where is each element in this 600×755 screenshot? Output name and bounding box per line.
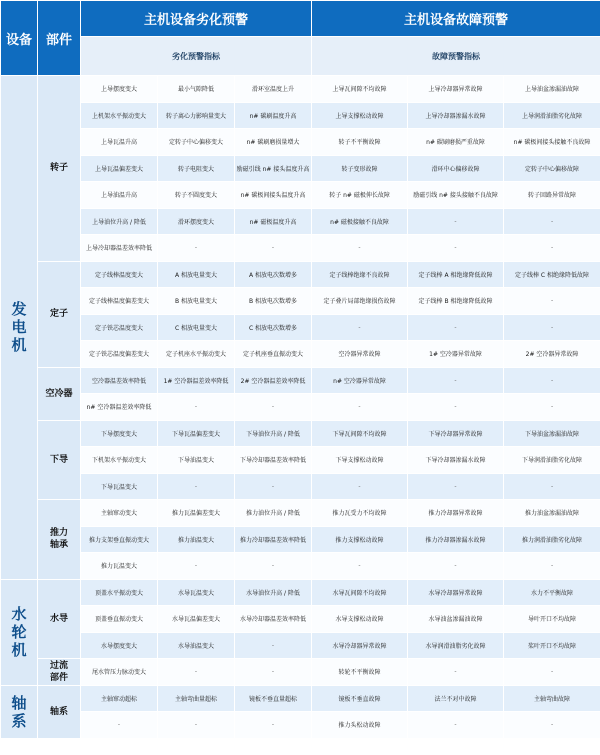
- fault-indicator-cell: 镜板不垂直故障: [312, 685, 408, 712]
- table-row: [1, 288, 600, 315]
- degradation-indicator-cell: n# 碳刷磨损量增大: [235, 129, 312, 156]
- fault-indicator-cell: n# 空冷器异常故障: [312, 367, 408, 394]
- degradation-indicator-cell: 定子线棒温度偏差变大: [81, 288, 158, 315]
- degradation-indicator-cell: 上导瓦温偏差变大: [81, 155, 158, 182]
- header-row-main: [1, 1, 600, 37]
- degradation-indicator-cell: -: [158, 659, 235, 686]
- degradation-indicator-cell: 镜板不垂直量超标: [235, 685, 312, 712]
- fault-indicator-cell: 定子线棒绝缘不良故障: [312, 261, 408, 288]
- degradation-indicator-cell: 上导油位升高 / 降低: [81, 208, 158, 235]
- degradation-indicator-cell: C 相放电次数增多: [235, 314, 312, 341]
- table-row: [1, 553, 600, 580]
- degradation-indicator-cell: -: [158, 712, 235, 739]
- degradation-indicator-cell: 下导油位升高 / 降低: [235, 420, 312, 447]
- degradation-indicator-cell: 水导油温变大: [158, 632, 235, 659]
- degradation-indicator-cell: 定子机座垂直振动变大: [235, 341, 312, 368]
- fault-indicator-cell: 推力支撑松动故障: [312, 526, 408, 553]
- fault-indicator-cell: -: [504, 314, 600, 341]
- fault-indicator-cell: 推力油盆渗漏油故障: [504, 500, 600, 527]
- component-label: 水导: [38, 579, 81, 659]
- fault-indicator-cell: 转轮不平衡故障: [312, 659, 408, 686]
- degradation-indicator-cell: -: [235, 659, 312, 686]
- degradation-indicator-cell: A 相放电次数增多: [235, 261, 312, 288]
- degradation-indicator-cell: 水导冷却器温差效率降低: [235, 606, 312, 633]
- table-row: [1, 182, 600, 209]
- degradation-indicator-cell: 转子离心力影响量变大: [158, 102, 235, 129]
- fault-indicator-cell: -: [312, 314, 408, 341]
- fault-indicator-cell: 上导润滑油脂劣化故障: [504, 102, 600, 129]
- degradation-indicator-cell: 上机架水平振动变大: [81, 102, 158, 129]
- fault-indicator-cell: 水导油盆渗漏油故障: [408, 606, 504, 633]
- table-row: [1, 447, 600, 474]
- degradation-indicator-cell: 推力支架垂直振动变大: [81, 526, 158, 553]
- table-row: [1, 500, 600, 527]
- fault-indicator-cell: 水导冷却器异常故障: [312, 632, 408, 659]
- table-row: [1, 208, 600, 235]
- degradation-indicator-cell: 推力冷却器温差效率降低: [235, 526, 312, 553]
- table-row: [1, 420, 600, 447]
- fault-indicator-cell: n# 磁极接触不良故障: [312, 208, 408, 235]
- fault-indicator-cell: 下导润滑油脂劣化故障: [504, 447, 600, 474]
- fault-indicator-cell: -: [408, 553, 504, 580]
- fault-indicator-cell: -: [504, 473, 600, 500]
- degradation-indicator-cell: 水导瓦温变大: [158, 579, 235, 606]
- fault-indicator-cell: 下导冷却器异常故障: [408, 420, 504, 447]
- degradation-indicator-cell: 2# 空冷器温差效率降低: [235, 367, 312, 394]
- table-row: [1, 129, 600, 156]
- degradation-indicator-cell: 下导冷却器温差效率降低: [235, 447, 312, 474]
- fault-indicator-cell: -: [408, 314, 504, 341]
- table-row: [1, 473, 600, 500]
- table-row: [1, 102, 600, 129]
- degradation-indicator-cell: -: [158, 235, 235, 262]
- degradation-indicator-cell: n# 磁极温度升高: [235, 208, 312, 235]
- table-row: [1, 341, 600, 368]
- fault-indicator-cell: -: [504, 553, 600, 580]
- table-row: [1, 76, 600, 103]
- degradation-indicator-cell: -: [158, 394, 235, 421]
- fault-indicator-cell: -: [312, 235, 408, 262]
- fault-indicator-cell: -: [504, 208, 600, 235]
- component-label: 推力 轴承: [38, 500, 81, 580]
- fault-title: 主机设备故障预警: [312, 1, 600, 37]
- degradation-indicator-cell: 下导瓦温变大: [81, 473, 158, 500]
- fault-indicator-cell: 2# 空冷器异常故障: [504, 341, 600, 368]
- fault-indicator-cell: 推力冷却器渗漏水故障: [408, 526, 504, 553]
- degradation-indicator-cell: 定子铁芯温度偏差变大: [81, 341, 158, 368]
- table-row: [1, 579, 600, 606]
- degradation-indicator-cell: n# 碳刷温度升高: [235, 102, 312, 129]
- component-label: 定子: [38, 261, 81, 367]
- degradation-indicator-cell: 最小气隙降低: [158, 76, 235, 103]
- equipment-label: 水 轮 机: [1, 579, 38, 685]
- degradation-indicator-cell: 推力瓦温变大: [81, 553, 158, 580]
- component-label: 轴系: [38, 685, 81, 738]
- fault-indicator-cell: 转子不平衡故障: [312, 129, 408, 156]
- fault-indicator-cell: 下导油盆渗漏油故障: [504, 420, 600, 447]
- degradation-indicator-cell: 顶盖水平振动变大: [81, 579, 158, 606]
- fault-indicator-cell: 空冷器异常故障: [312, 341, 408, 368]
- fault-indicator-cell: 上导冷却器异常故障: [408, 76, 504, 103]
- degradation-indicator-cell: 推力油位升高 / 降低: [235, 500, 312, 527]
- degradation-indicator-cell: 推力油温变大: [158, 526, 235, 553]
- table-row: [1, 235, 600, 262]
- degradation-indicator-cell: 上导瓦温升高: [81, 129, 158, 156]
- degradation-indicator-cell: -: [235, 712, 312, 739]
- degradation-indicator-cell: -: [158, 553, 235, 580]
- fault-indicator-cell: 滑环中心偏移故障: [408, 155, 504, 182]
- fault-indicator-cell: 定子线棒 A 相绝缘降低故障: [408, 261, 504, 288]
- degradation-indicator-cell: -: [81, 712, 158, 739]
- fault-indicator-cell: -: [312, 473, 408, 500]
- fault-subtitle: 故障预警指标: [312, 37, 600, 76]
- equipment-label: 轴 系: [1, 685, 38, 738]
- fault-indicator-cell: -: [312, 553, 408, 580]
- degradation-indicator-cell: 主轴窜动超标: [81, 685, 158, 712]
- degradation-indicator-cell: 推力瓦温偏差变大: [158, 500, 235, 527]
- fault-indicator-cell: 推力头松动故障: [312, 712, 408, 739]
- degradation-indicator-cell: 励磁引线 n# 接头温度升高: [235, 155, 312, 182]
- degradation-indicator-cell: n# 碳极间接头温度升高: [235, 182, 312, 209]
- fault-indicator-cell: -: [408, 208, 504, 235]
- fault-indicator-cell: 上导支撑松动故障: [312, 102, 408, 129]
- fault-indicator-cell: 上导冷却器渗漏水故障: [408, 102, 504, 129]
- fault-indicator-cell: -: [408, 473, 504, 500]
- equipment-column-header: 设备: [1, 1, 38, 76]
- fault-indicator-cell: 水导冷却器异常故障: [408, 579, 504, 606]
- fault-indicator-cell: 推力冷却器异常故障: [408, 500, 504, 527]
- degradation-indicator-cell: -: [235, 473, 312, 500]
- degradation-title: 主机设备劣化预警: [81, 1, 312, 37]
- degradation-indicator-cell: 主轴弯曲量超标: [158, 685, 235, 712]
- fault-indicator-cell: -: [504, 394, 600, 421]
- degradation-indicator-cell: 上导摆度变大: [81, 76, 158, 103]
- fault-indicator-cell: 定子线棒 C 相绝缘降低故障: [504, 261, 600, 288]
- fault-indicator-cell: 水导支撑松动故障: [312, 606, 408, 633]
- degradation-indicator-cell: n# 空冷器温差效率降低: [81, 394, 158, 421]
- header-row-sub: [1, 37, 600, 76]
- fault-indicator-cell: 定子叠片局部绝缘损伤故障: [312, 288, 408, 315]
- table-row: [1, 632, 600, 659]
- component-label: 空冷器: [38, 367, 81, 420]
- degradation-indicator-cell: 上导冷却器温差效率降低: [81, 235, 158, 262]
- degradation-indicator-cell: 定子机座水平振动变大: [158, 341, 235, 368]
- degradation-indicator-cell: A 相放电量变大: [158, 261, 235, 288]
- degradation-indicator-cell: B 相放电量变大: [158, 288, 235, 315]
- degradation-indicator-cell: -: [158, 473, 235, 500]
- degradation-indicator-cell: C 相放电量变大: [158, 314, 235, 341]
- fault-indicator-cell: 下导瓦间隙不均故障: [312, 420, 408, 447]
- fault-indicator-cell: 1# 空冷器异常故障: [408, 341, 504, 368]
- fault-indicator-cell: 下导冷却器渗漏水故障: [408, 447, 504, 474]
- fault-indicator-cell: -: [504, 288, 600, 315]
- table-row: [1, 394, 600, 421]
- degradation-indicator-cell: 下导摆度变大: [81, 420, 158, 447]
- fault-indicator-cell: -: [504, 235, 600, 262]
- degradation-indicator-cell: 水导油位升高 / 降低: [235, 579, 312, 606]
- degradation-indicator-cell: 转子电阻变大: [158, 155, 235, 182]
- table-row: [1, 685, 600, 712]
- fault-indicator-cell: 定转子中心偏移故障: [504, 155, 600, 182]
- fault-indicator-cell: -: [312, 394, 408, 421]
- fault-indicator-cell: 法兰不对中故障: [408, 685, 504, 712]
- fault-indicator-cell: 推力瓦受力不均故障: [312, 500, 408, 527]
- degradation-indicator-cell: 尾水管压力脉动变大: [81, 659, 158, 686]
- fault-indicator-cell: -: [408, 659, 504, 686]
- degradation-indicator-cell: 上导油温升高: [81, 182, 158, 209]
- fault-indicator-cell: 水导润滑油脂劣化故障: [408, 632, 504, 659]
- fault-indicator-cell: 转子回路异常故障: [504, 182, 600, 209]
- table-row: [1, 606, 600, 633]
- degradation-indicator-cell: 定子铁芯温度变大: [81, 314, 158, 341]
- fault-indicator-cell: 水导瓦间隙不均故障: [312, 579, 408, 606]
- degradation-indicator-cell: 顶盖垂直振动变大: [81, 606, 158, 633]
- degradation-indicator-cell: 空冷器温差效率降低: [81, 367, 158, 394]
- fault-indicator-cell: 转子 n# 磁极伸长故障: [312, 182, 408, 209]
- component-label: 转子: [38, 76, 81, 262]
- fault-indicator-cell: -: [408, 235, 504, 262]
- fault-indicator-cell: 上导油盆渗漏油故障: [504, 76, 600, 103]
- fault-indicator-cell: -: [408, 394, 504, 421]
- table-row: [1, 526, 600, 553]
- degradation-indicator-cell: B 相放电次数增多: [235, 288, 312, 315]
- table-row: [1, 659, 600, 686]
- table-row: [1, 367, 600, 394]
- fault-indicator-cell: -: [408, 367, 504, 394]
- degradation-indicator-cell: -: [235, 235, 312, 262]
- fault-indicator-cell: n# 碳极间接头接触不良故障: [504, 129, 600, 156]
- degradation-indicator-cell: 滑环室温度上升: [235, 76, 312, 103]
- degradation-indicator-cell: -: [235, 553, 312, 580]
- degradation-indicator-cell: -: [235, 394, 312, 421]
- fault-indicator-cell: 桨叶开口不均故障: [504, 632, 600, 659]
- component-label: 过流 部件: [38, 659, 81, 686]
- table-row: [1, 314, 600, 341]
- table-row: [1, 155, 600, 182]
- fault-indicator-cell: n# 碳刷磨损严重故障: [408, 129, 504, 156]
- degradation-indicator-cell: 水导摆度变大: [81, 632, 158, 659]
- degradation-indicator-cell: 下导油温变大: [158, 447, 235, 474]
- degradation-indicator-cell: -: [235, 632, 312, 659]
- component-column-header: 部件: [38, 1, 81, 76]
- fault-indicator-cell: 水力不平衡故障: [504, 579, 600, 606]
- degradation-indicator-cell: 滑环摆度变大: [158, 208, 235, 235]
- fault-indicator-cell: 下导支撑松动故障: [312, 447, 408, 474]
- fault-indicator-cell: -: [504, 712, 600, 739]
- fault-indicator-cell: -: [408, 712, 504, 739]
- degradation-indicator-cell: 定转子中心偏移变大: [158, 129, 235, 156]
- fault-indicator-cell: 励磁引线 n# 接头接触不良故障: [408, 182, 504, 209]
- fault-indicator-cell: 定子线棒 B 相绝缘降低故障: [408, 288, 504, 315]
- degradation-indicator-cell: 定子线棒温度变大: [81, 261, 158, 288]
- table-row: [1, 712, 600, 739]
- fault-indicator-cell: -: [504, 659, 600, 686]
- degradation-indicator-cell: 1# 空冷器温差效率降低: [158, 367, 235, 394]
- table-body: [1, 76, 600, 739]
- fault-indicator-cell: 导叶开口不均故障: [504, 606, 600, 633]
- equipment-label: 发 电 机: [1, 76, 38, 580]
- fault-indicator-cell: 推力润滑油脂劣化故障: [504, 526, 600, 553]
- fault-indicator-cell: -: [504, 367, 600, 394]
- degradation-indicator-cell: 下机架水平振动变大: [81, 447, 158, 474]
- component-label: 下导: [38, 420, 81, 500]
- fault-indicator-cell: 上导瓦间隙不均故障: [312, 76, 408, 103]
- degradation-indicator-cell: 转子不圆度变大: [158, 182, 235, 209]
- table-row: [1, 261, 600, 288]
- degradation-indicator-cell: 下导瓦温偏差变大: [158, 420, 235, 447]
- fault-indicator-cell: 转子变形故障: [312, 155, 408, 182]
- degradation-indicator-cell: 主轴窜动变大: [81, 500, 158, 527]
- degradation-subtitle: 劣化预警指标: [81, 37, 312, 76]
- fault-indicator-cell: 主轴弯曲故障: [504, 685, 600, 712]
- degradation-indicator-cell: 水导瓦温偏差变大: [158, 606, 235, 633]
